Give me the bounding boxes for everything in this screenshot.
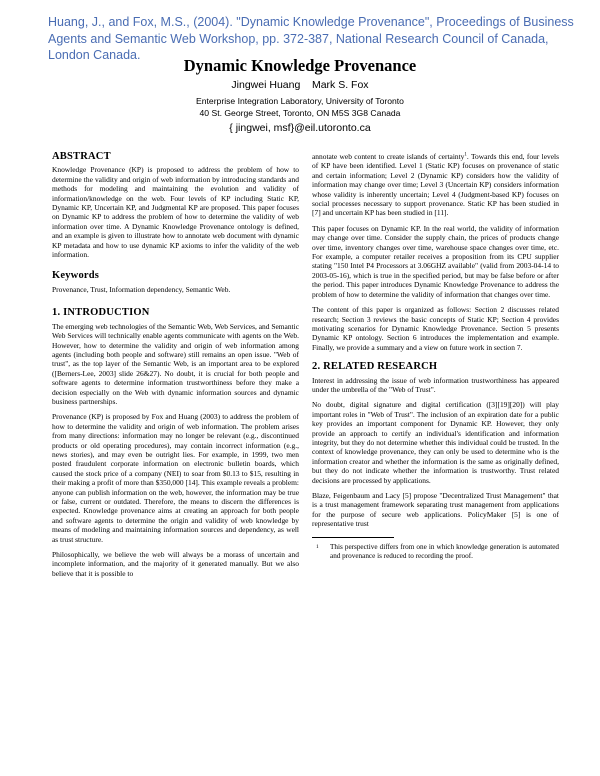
related-research-heading: 2. RELATED RESEARCH: [312, 361, 438, 373]
abstract-text: Knowledge Provenance (KP) is proposed to address the problem of how to determine the validity and origin of web information by introducing standards and methods for modeling and maintaining the evolution and validity of information/knowledge on the web. Four levels of KP including Static KP, Dynamic KP, Uncertain KP, and Judgmental KP are proposed. This paper focuses on Dynamic KP to address the problem of how to determine the validity of web information over time. A Dynamic Knowledge Provenance ontology is defined, and an example is given to illustrate how to annotate web document with dynamic KP metadata and how to use dynamic KP axioms to infer the validity of the web information.: [52, 165, 299, 260]
author-names: Jingwei Huang Mark S. Fox: [231, 79, 369, 91]
introduction-paragraph: Philosophically, we believe the web will always be a morass of uncertain and incomplete information, and the majority of it generated manually. But we also believe that it is possible to: [52, 550, 299, 578]
footnote-ref: 1: [464, 152, 467, 158]
left-column: [52, 152, 299, 584]
introduction-paragraph: Provenance (KP) is proposed by Fox and Huang (2003) to address the problem of how to determine the validity and origin of web information. The problem arises from many directions: information may no longer be relevant (e.g., discontinued products or old operating procedures), may contain incorrect information (e.g., news stories), and may even be outright lies. For example, in 1999, two men posted fraudulent corporate information on electronic bulletin boards, which caused the stock price of a company (NEI) to soar from $0.13 to $15, resulting in their making a profit of more than $350,000 [14]. This example reveals a problem: anyone can publish information on the web, however, the information may be true or false, current or outdated. Therefore, the means to discern the differences is expected. Knowledge provenance aims at creating an approach for both people and software agents to determine the origin and validity of web knowledge by means of modeling and maintaining information sources and dependency, as well as trust structure.: [52, 412, 299, 544]
body-paragraph: [312, 152, 559, 218]
footnote-divider: [312, 537, 394, 538]
affiliation-address: 40 St. George Street, Toronto, ON M5S 3G8 Canada: [199, 108, 401, 118]
related-paragraph: Blaze, Feigenbaum and Lacy [5] propose "Decentralized Trust Management" that is a trust management framework separating trust management from applications for the purpose of secure web applications. PolicyMaker [5] is one of representative trust: [312, 491, 559, 529]
footnote-marker: 1: [316, 543, 319, 550]
related-paragraph: No doubt, digital signature and digital certification ([3][19][20]) will play important roles in "Web of Trust". The inclusion of an expiration date for a public key provides an important component for Dynamic KP. However, they only provide an approach to certify an individual's identification and information integrity, but they do not determine whether this individual could be trusted. In the context of knowledge provenance, they can only be used to determine who is the information creator and whether the information is the same as originally defined, but they do not indicate whether the information is trustworthy. Trust related decisions are processed by applications.: [312, 400, 559, 485]
body-text: annotate web content to create islands of certainty: [312, 152, 465, 161]
abstract-heading: ABSTRACT: [52, 151, 111, 162]
paper-title: Dynamic Knowledge Provenance: [183, 56, 417, 75]
introduction-paragraph: The emerging web technologies of the Semantic Web, Web Services, and Semantic Web Services will technically enable agents communicate with agents on the Web. However, how to determine the validity and origin of web information among agents (including both people and software) still remains an open issue. "Web of trust", as the top layer of the Semantic Web, is an important area to be explored ([Berners-Lee, 2003] slide 26&27). No doubt, it is crucial for both people and software agents to determine information trustworthiness before they make a decision especially on the Web with dynamic information sources and dynamic business partnerships.: [52, 321, 299, 406]
keywords-text: Provenance, Trust, Information dependency, Semantic Web.: [52, 284, 231, 294]
body-paragraph: This paper focuses on Dynamic KP. In the real world, the validity of information may change over time. Consider the supply chain, the prices of products change over time, inventory changes over time, warehouse space changes over time, etc. For example, a computer retailer receives a proposition from its CPU supplier stating "150 Intel P4 Processors at 3.06GHZ available" (valid from 2003-04-14 to 2003-05-16), which is true in the specified period, but may be false before or after the period. This paper introduces Dynamic Knowledge Provenance to address the problem of how to determine the validity of information that changes over time.: [312, 223, 559, 299]
footnote: [312, 543, 559, 561]
affiliation-line: Enterprise Integration Laboratory, University of Toronto: [196, 96, 404, 106]
related-paragraph: Interest in addressing the issue of web information trustworthiness has appeared under the umbrella of the "Web of Trust".: [312, 375, 559, 394]
body-text: . Towards this end, four levels of KP have been identified. Level 1 (Static KP) focuses on provenance of static and certain information; Level 2 (Dynamic KP) considers how the validity of information may change over time; Level 3 (Uncertain KP) considers information whose validity is inherently uncertain; Level 4 (Judgment-based KP) focuses on social processes necessary to support provenance. Static KP has been studied in [7] and uncertain KP has been studied in [11].: [312, 152, 559, 218]
citation-note: Huang, J., and Fox, M.S., (2004). "Dynamic Knowledge Provenance", Proceedings of Business Agents and Semantic Web Workshop, pp. 372-387, National Research Council of Canada, London Canada.: [48, 15, 574, 62]
keywords-heading: Keywords: [52, 270, 100, 282]
author-email: { jingwei, msf}@eil.utoronto.ca: [229, 122, 371, 134]
introduction-heading: 1. INTRODUCTION: [52, 307, 150, 319]
right-column: [312, 152, 559, 561]
footnote-text: This perspective differs from one in which knowledge generation is automated and provenance is reduced to recording the proof.: [330, 542, 559, 560]
body-paragraph: The content of this paper is organized as follows: Section 2 discusses related research; Section 3 reviews the basic concepts of Static KP; Section 4 provides motivating scenarios for Dynamic Knowledge Provenance. Section 5 presents Dynamic KP ontology. Section 6 introduces the implementation and example. Finally, we provide a summary and a view on future work in section 7.: [312, 305, 559, 352]
affiliation: [0, 95, 600, 119]
